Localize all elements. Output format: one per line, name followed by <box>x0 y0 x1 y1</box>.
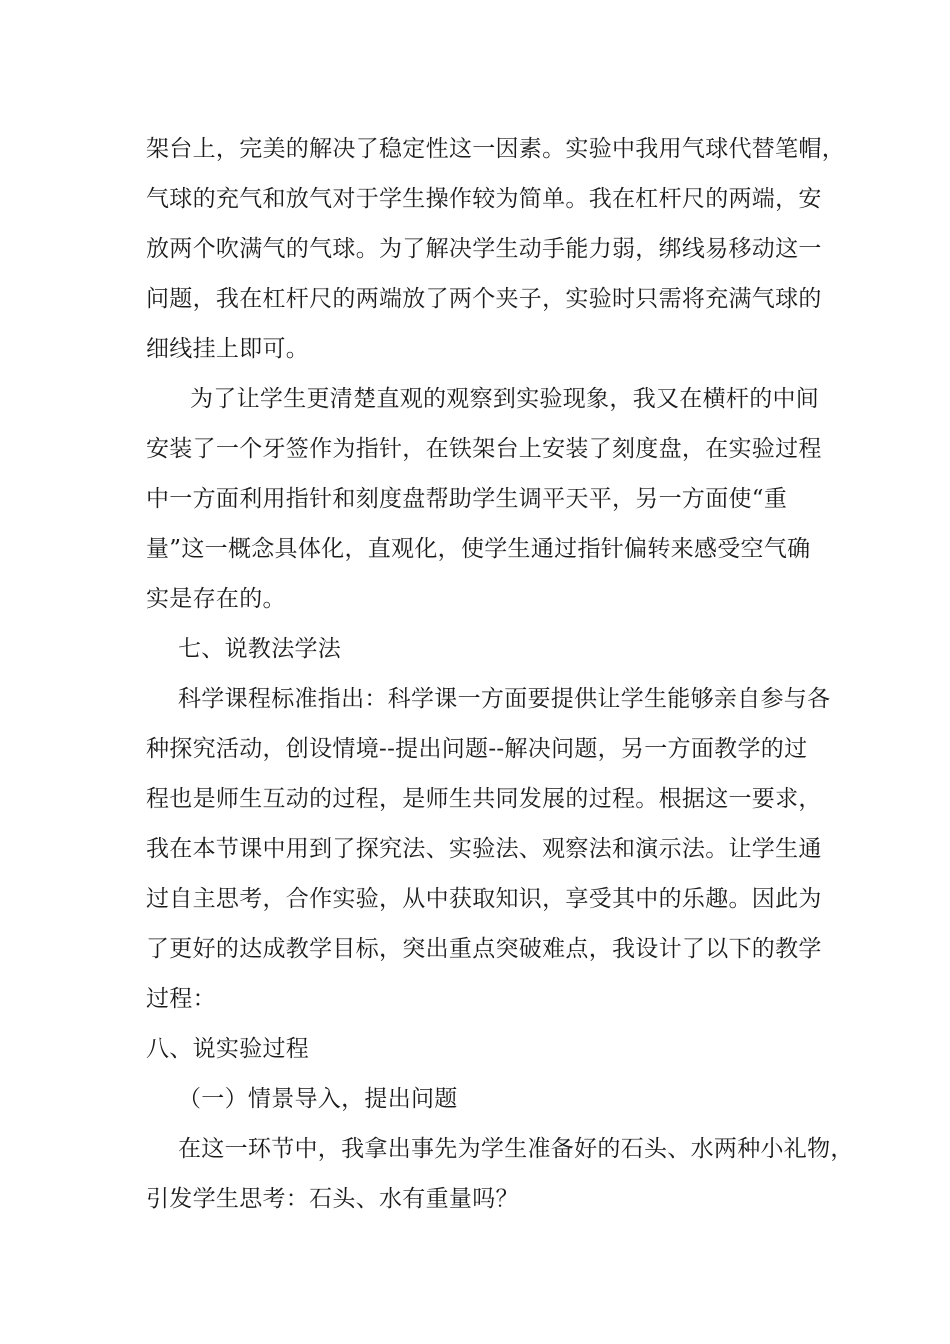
paragraph-line: 了更好的达成教学目标，突出重点突破难点，我设计了以下的教学 <box>146 936 822 962</box>
paragraph-line: 中一方面利用指针和刻度盘帮助学生调平天平，另一方面使“重 <box>146 486 788 512</box>
paragraph-line: 过自主思考，合作实验，从中获取知识，享受其中的乐趣。因此为 <box>146 886 822 912</box>
paragraph-line: 架台上，完美的解决了稳定性这一因素。实验中我用气球代替笔帽， <box>146 136 845 162</box>
section-heading: 八、说实验过程 <box>146 1036 310 1062</box>
paragraph-line: 程也是师生互动的过程，是师生共同发展的过程。根据这一要求， <box>146 786 822 812</box>
paragraph-line: 气球的充气和放气对于学生操作较为简单。我在杠杆尺的两端，安 <box>146 186 822 212</box>
paragraph-line: 安装了一个牙签作为指针，在铁架台上安装了刻度盘，在实验过程 <box>146 436 822 462</box>
paragraph-line: 过程： <box>146 986 216 1012</box>
paragraph-line: 科学课程标准指出：科学课一方面要提供让学生能够亲自参与各 <box>178 686 831 712</box>
paragraph-line: 问题，我在杠杆尺的两端放了两个夹子，实验时只需将充满气球的 <box>146 286 822 312</box>
paragraph-line: 放两个吹满气的气球。为了解决学生动手能力弱，绑线易移动这一 <box>146 236 822 262</box>
paragraph-line: 种探究活动，创设情境--提出问题--解决问题，另一方面教学的过 <box>146 736 808 762</box>
subsection-heading: （一）情景导入，提出问题 <box>178 1086 458 1112</box>
paragraph-line: 在这一环节中，我拿出事先为学生准备好的石头、水两种小礼物， <box>178 1136 854 1162</box>
paragraph-line: 量”这一概念具体化，直观化，使学生通过指针偏转来感受空气确 <box>146 536 811 562</box>
section-heading: 七、说教法学法 <box>178 636 342 662</box>
paragraph-line: 我在本节课中用到了探究法、实验法、观察法和演示法。让学生通 <box>146 836 822 862</box>
paragraph-line: 引发学生思考：石头、水有重量吗？ <box>146 1186 519 1212</box>
paragraph-line: 为了让学生更清楚直观的观察到实验现象，我又在横杆的中间 <box>190 386 820 412</box>
paragraph-line: 细线挂上即可。 <box>146 336 310 362</box>
paragraph-line: 实是存在的。 <box>146 586 286 612</box>
